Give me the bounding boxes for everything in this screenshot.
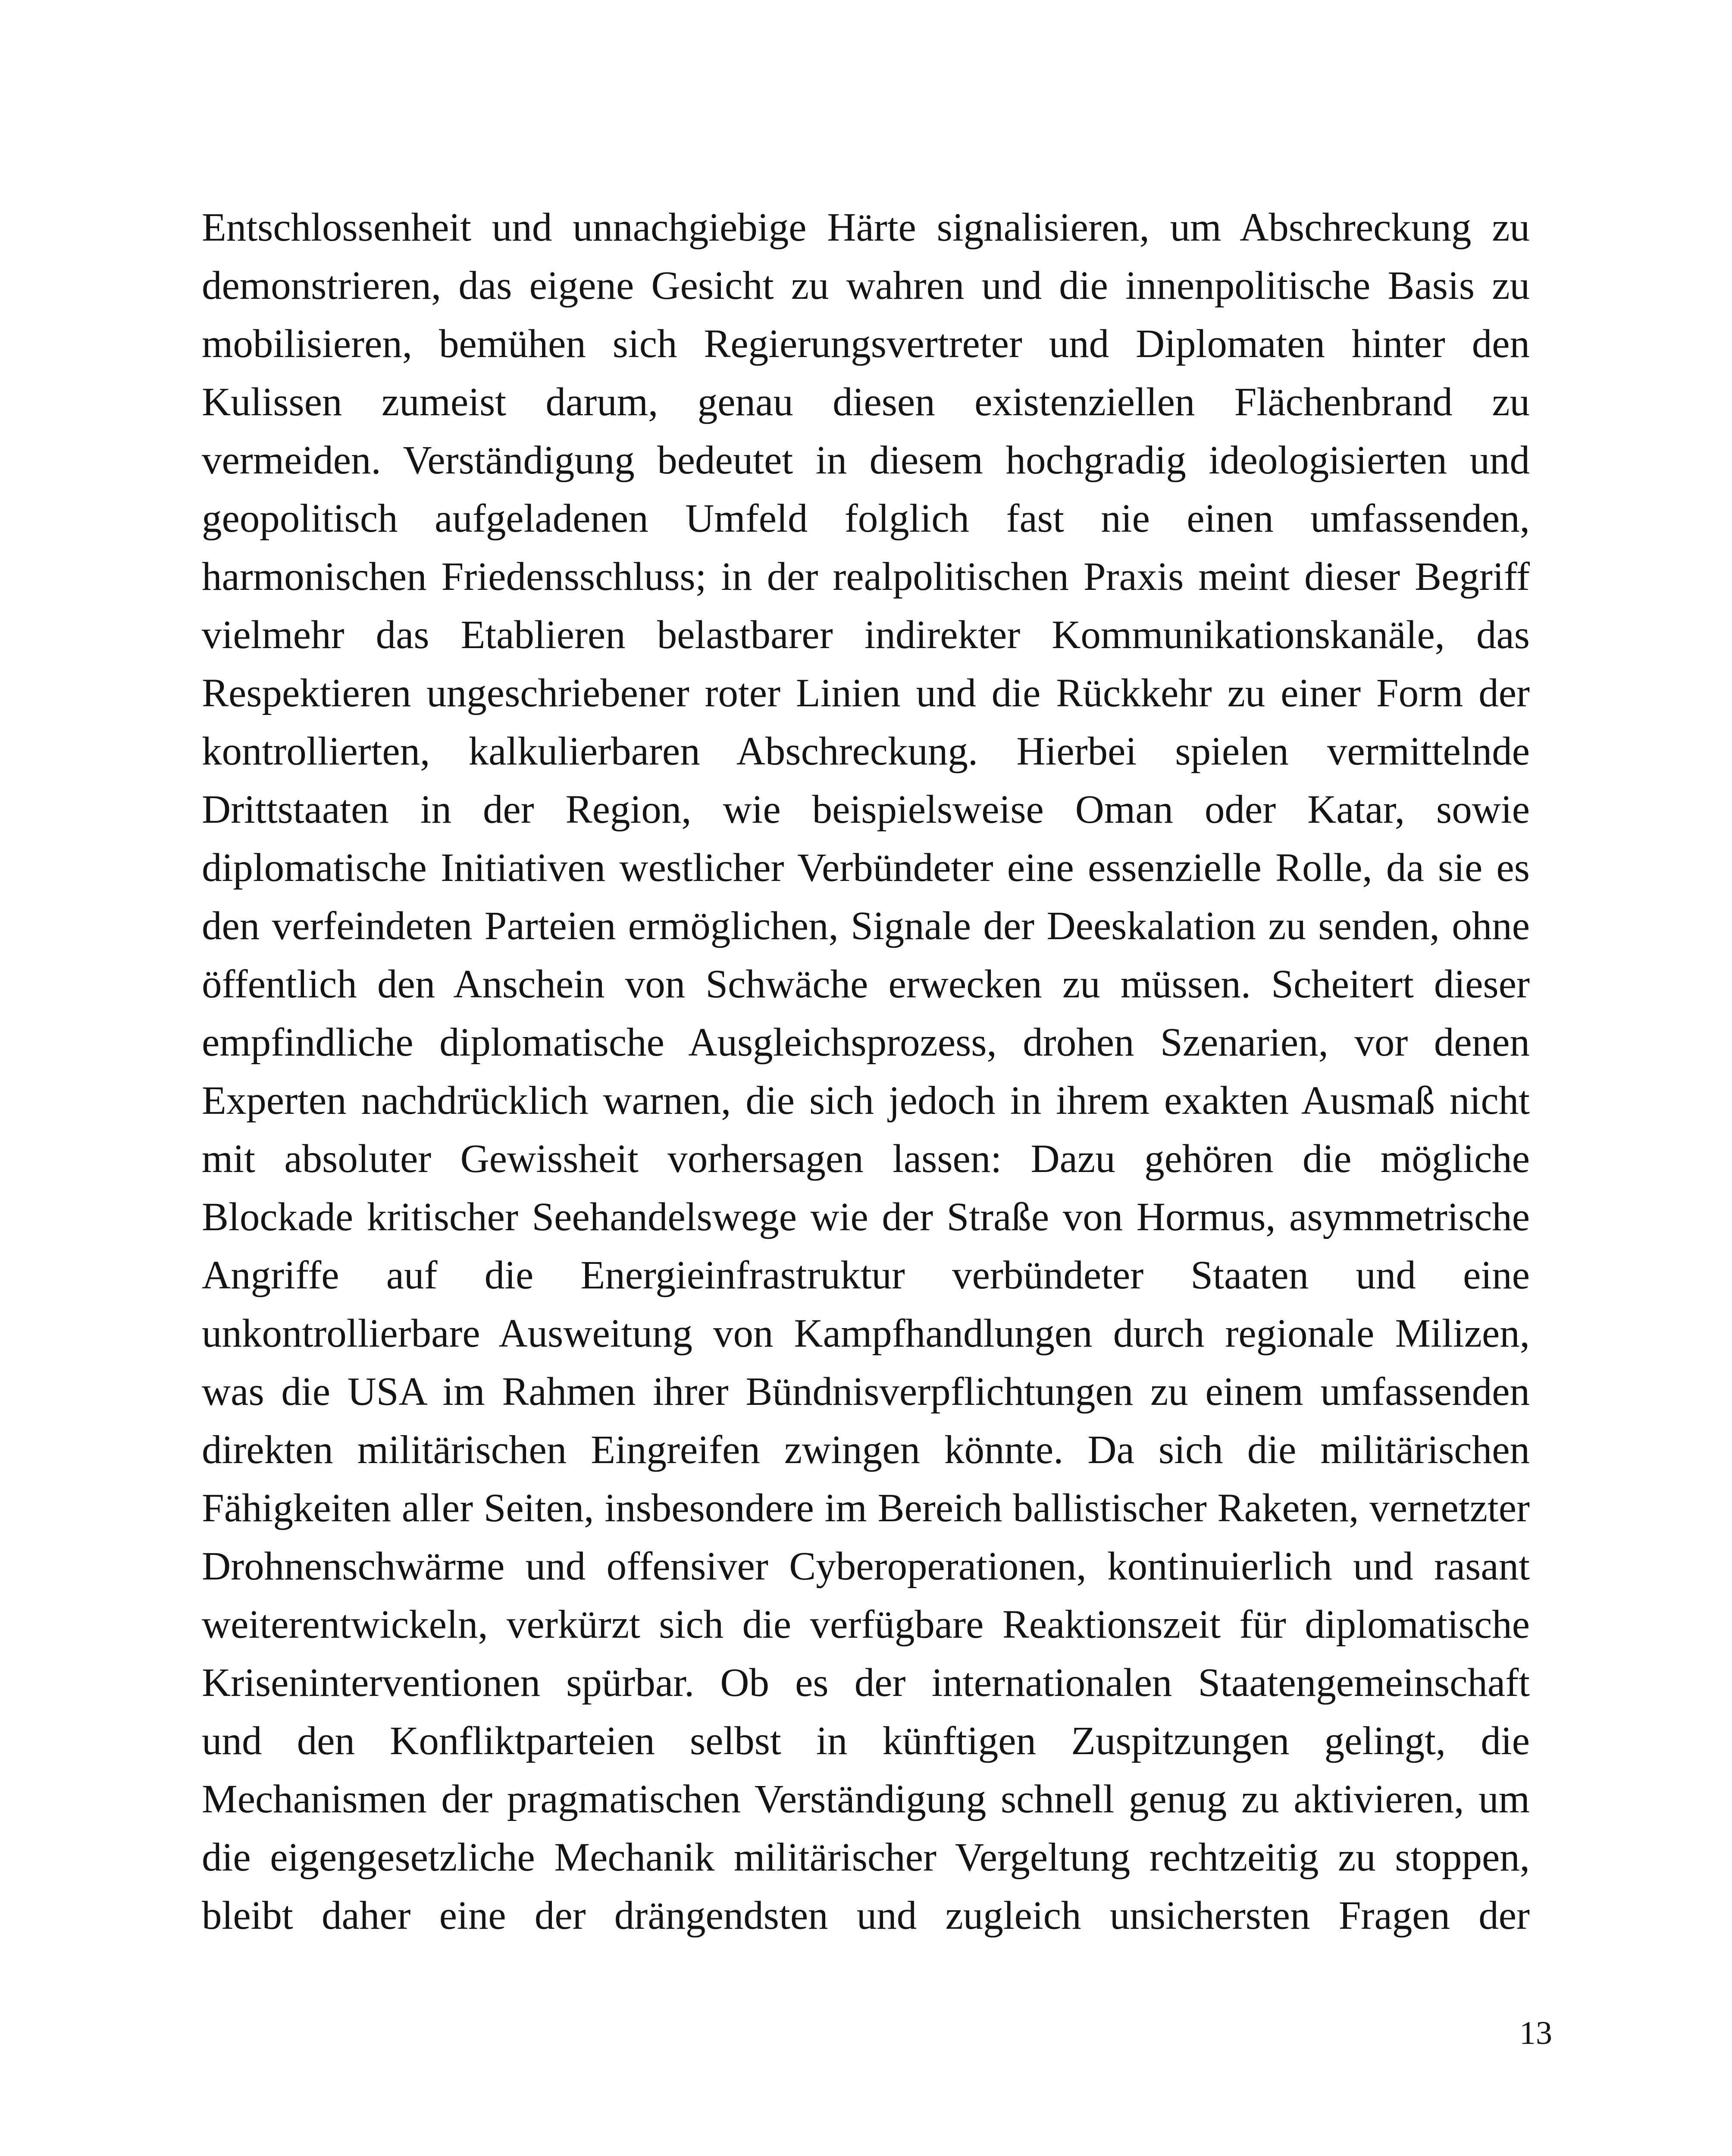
page-number: 13 [1519,2015,1552,2051]
text-line: Fähigkeiten aller Seiten, insbesondere im Bereich ballistischer Raketen, vernetzter [202,1486,1530,1530]
text-line: Kulissen zumeist darum, genau diesen existenziellen Flächenbrand zu [202,380,1530,424]
text-line: Blockade kritischer Seehandelswege wie der Straße von Hormus, asymmetrische [202,1195,1530,1239]
text-line: öffentlich den Anschein von Schwäche erwecken zu müssen. Scheitert dieser [202,962,1530,1006]
text-line: mit absoluter Gewissheit vorhersagen lassen: Dazu gehören die mögliche [202,1137,1530,1181]
text-line: vielmehr das Etablieren belastbarer indirekter Kommunikationskanäle, das [202,613,1530,657]
text-line: empfindliche diplomatische Ausgleichsprozess, drohen Szenarien, vor denen [202,1020,1530,1065]
text-line: Kriseninterventionen spürbar. Ob es der internationalen Staatengemeinschaft [202,1661,1530,1705]
text-line: die eigengesetzliche Mechanik militärischer Vergeltung rechtzeitig zu stoppen, [202,1835,1530,1880]
text-line: vermeiden. Verständigung bedeutet in diesem hochgradig ideologisierten und [202,438,1530,483]
text-line: was die USA im Rahmen ihrer Bündnisverpflichtungen zu einem umfassenden [202,1369,1530,1414]
text-line: unkontrollierbare Ausweitung von Kampfhandlungen durch regionale Milizen, [202,1311,1530,1356]
text-line: Entschlossenheit und unnachgiebige Härte signalisieren, um Abschreckung zu [202,205,1530,250]
text-line: demonstrieren, das eigene Gesicht zu wahren und die innenpolitische Basis zu [202,263,1530,308]
text-line: harmonischen Friedensschluss; in der realpolitischen Praxis meint dieser Begriff [202,555,1530,599]
text-line: und den Konfliktparteien selbst in künftigen Zuspitzungen gelingt, die [202,1719,1530,1763]
text-line: diplomatische Initiativen westlicher Verbündeter eine essenzielle Rolle, da sie es [202,846,1530,890]
text-line: bleibt daher eine der drängendsten und zugleich unsichersten Fragen der [202,1893,1530,1938]
text-line: weiterentwickeln, verkürzt sich die verfügbare Reaktionszeit für diplomatische [202,1602,1530,1647]
text-line: Drohnenschwärme und offensiver Cyberoperationen, kontinuierlich und rasant [202,1544,1530,1589]
text-line: Angriffe auf die Energieinfrastruktur verbündeter Staaten und eine [202,1253,1530,1297]
text-line: Drittstaaten in der Region, wie beispielsweise Oman oder Katar, sowie [202,787,1530,832]
text-line: Experten nachdrücklich warnen, die sich jedoch in ihrem exakten Ausmaß nicht [202,1078,1530,1123]
text-line: Mechanismen der pragmatischen Verständigung schnell genug zu aktivieren, um [202,1777,1530,1821]
body-paragraph [202,198,1530,1945]
text-line: mobilisieren, bemühen sich Regierungsvertreter und Diplomaten hinter den [202,322,1530,366]
text-line: kontrollierten, kalkulierbaren Abschreckung. Hierbei spielen vermittelnde [202,729,1530,774]
text-line: direkten militärischen Eingreifen zwingen könnte. Da sich die militärischen [202,1428,1530,1472]
text-line: den verfeindeten Parteien ermöglichen, Signale der Deeskalation zu senden, ohne [202,904,1530,948]
text-line: Respektieren ungeschriebener roter Linien und die Rückkehr zu einer Form der [202,671,1530,715]
text-line: geopolitisch aufgeladenen Umfeld folglich fast nie einen umfassenden, [202,496,1530,541]
